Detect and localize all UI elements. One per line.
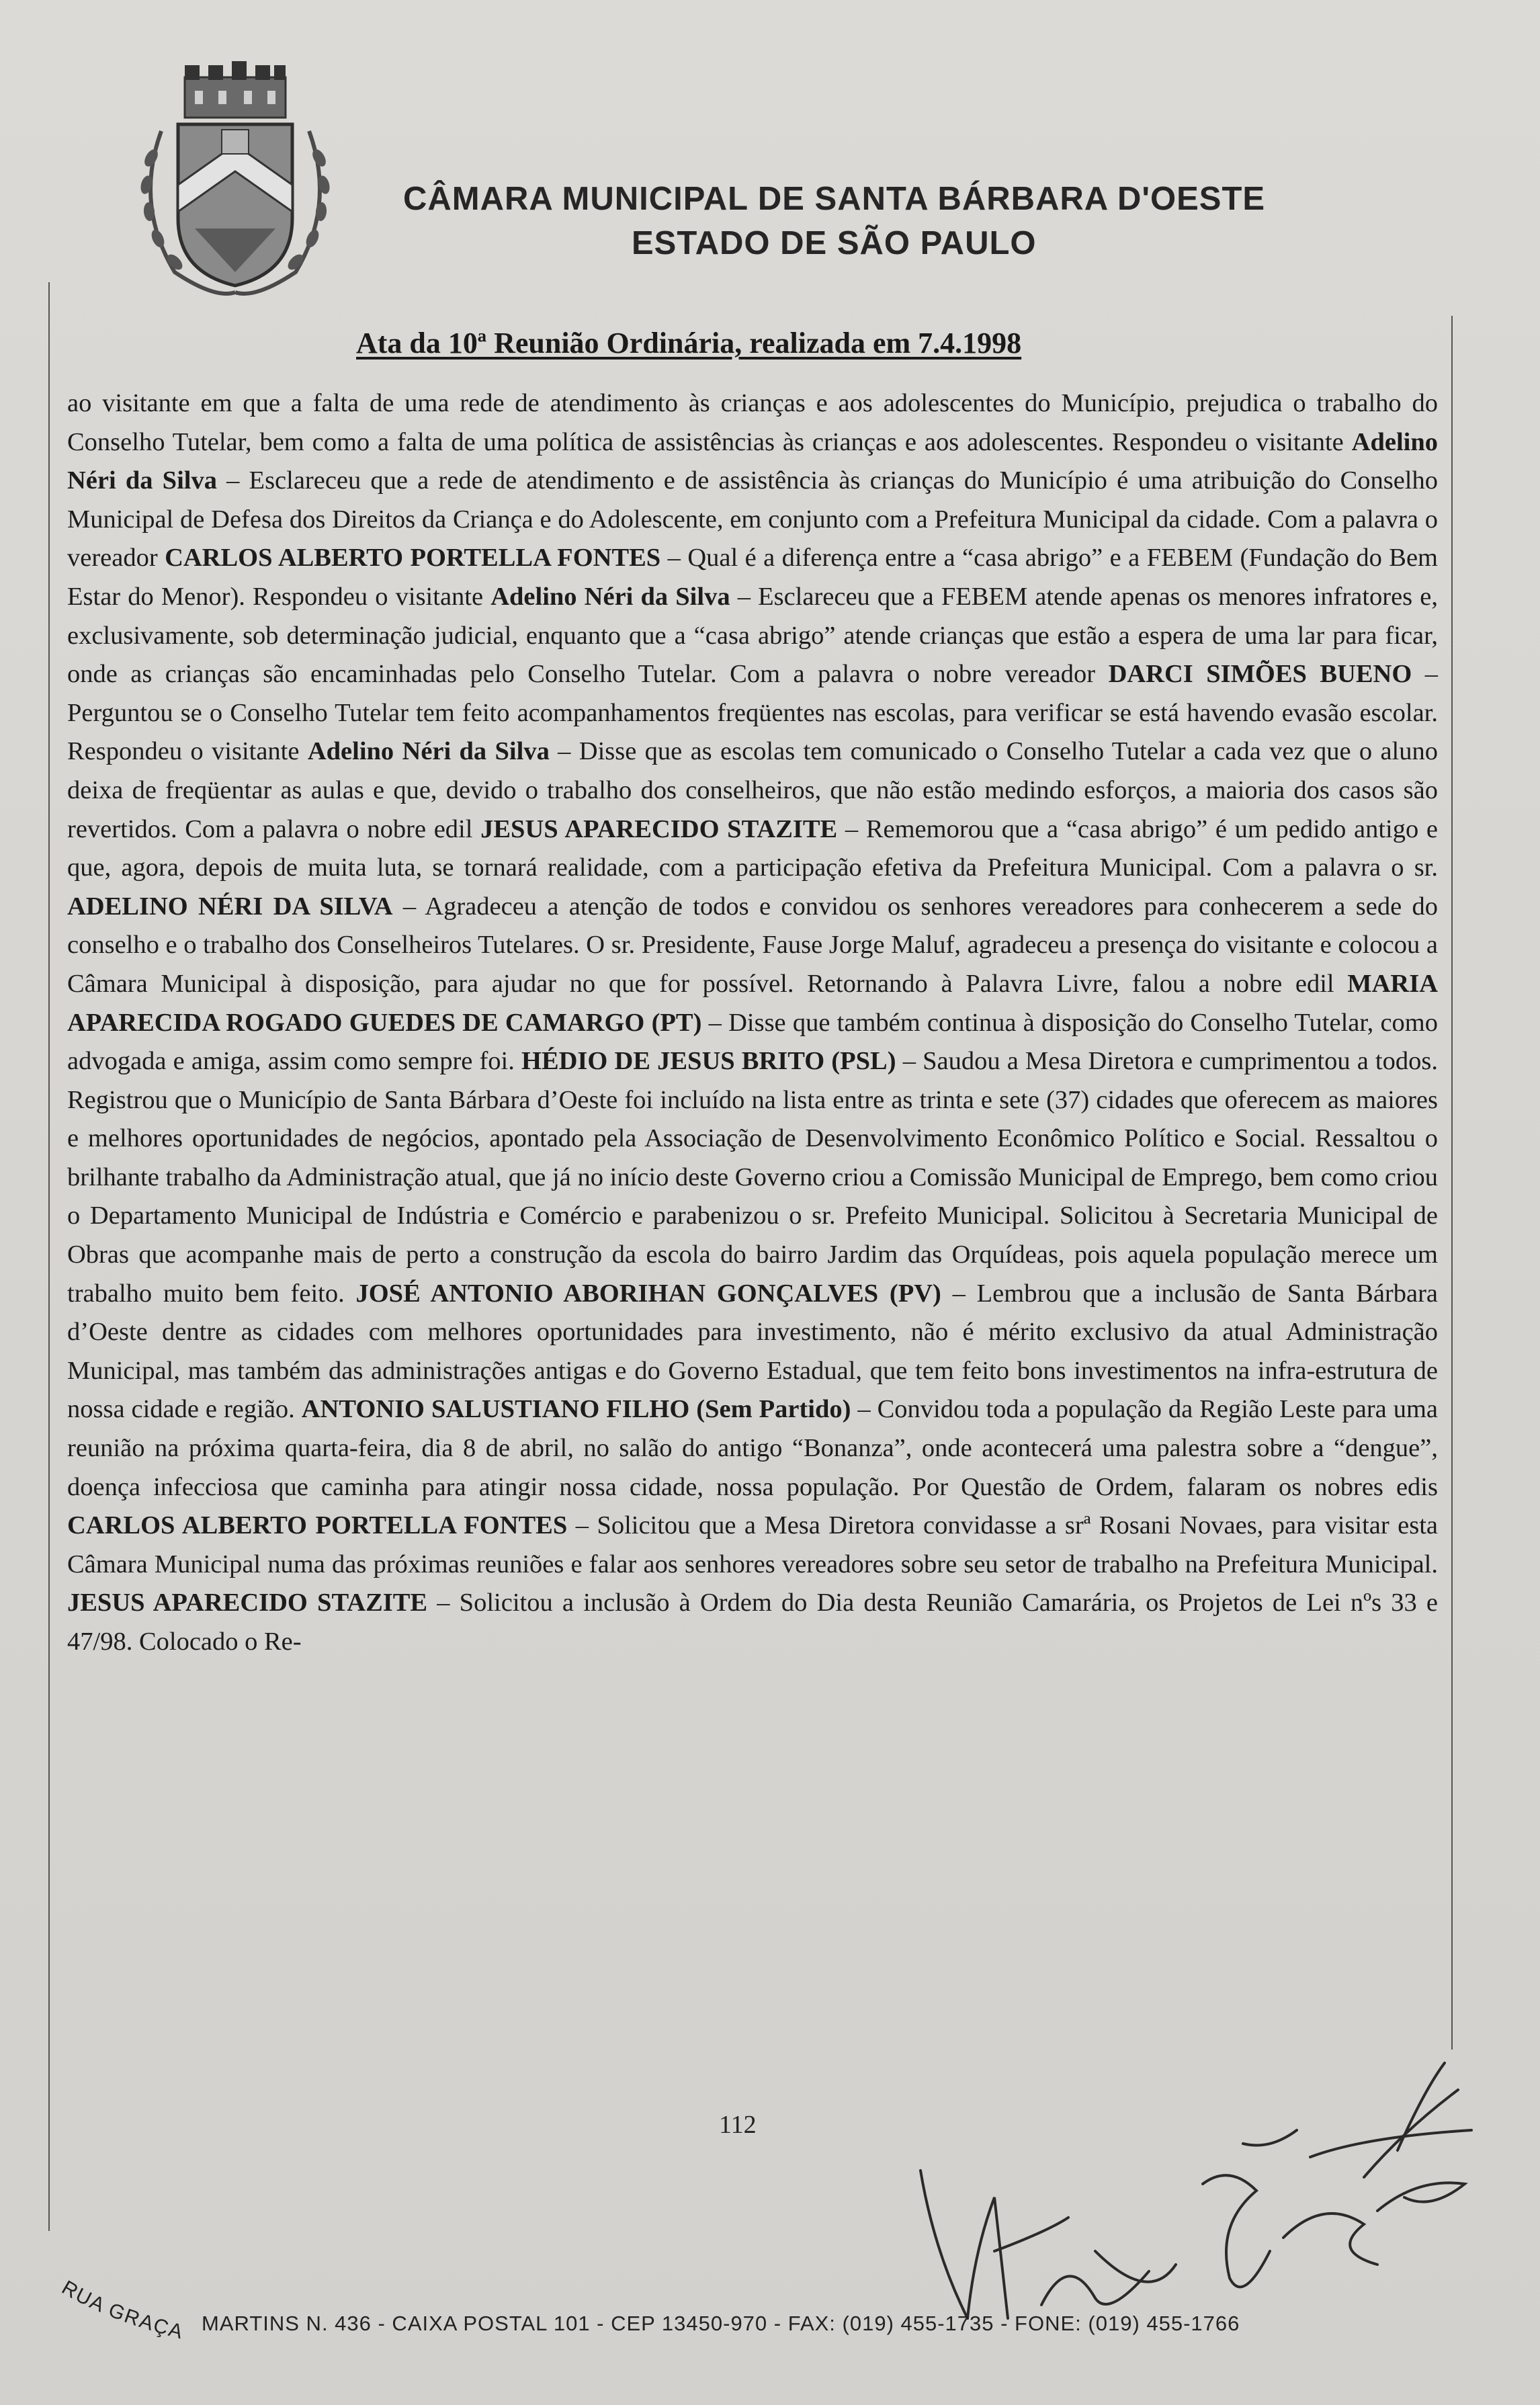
footer-street-label: RUA GRAÇA	[58, 2276, 186, 2344]
right-margin-line	[1451, 316, 1453, 2050]
speaker-name: Adelino Néri da Silva	[490, 582, 730, 611]
speaker-name: JOSÉ ANTONIO ABORIHAN GONÇALVES (PV)	[355, 1279, 941, 1308]
left-margin-line	[48, 282, 50, 2231]
speaker-name: ANTONIO SALUSTIANO FILHO (Sem Partido)	[301, 1395, 851, 1424]
footer-address: MARTINS N. 436 - CAIXA POSTAL 101 - CEP 13450-970 - FAX: (019) 455-1735 - FONE: (019) 455-1766	[202, 2312, 1240, 2335]
speaker-name: DARCI SIMÕES BUENO	[1108, 660, 1412, 689]
speaker-name: JESUS APARECIDO STAZITE	[67, 1589, 428, 1617]
speaker-name: JESUS APARECIDO STAZITE	[480, 814, 838, 843]
speaker-name: ADELINO NÉRI DA SILVA	[67, 892, 393, 921]
svg-text:RUA GRAÇA	[58, 2277, 186, 2344]
signature-scribble	[894, 2050, 1498, 2332]
speaker-name: CARLOS ALBERTO PORTELLA FONTES	[165, 544, 661, 573]
footer-address-curve	[54, 2265, 215, 2365]
speaker-name: CARLOS ALBERTO PORTELLA FONTES	[67, 1511, 568, 1540]
speaker-name: HÉDIO DE JESUS BRITO (PSL)	[521, 1047, 896, 1076]
state-name: ESTADO DE SÃO PAULO	[632, 225, 1037, 261]
minutes-title: Ata da 10ª Reunião Ordinária, realizada em 7.4.1998	[356, 327, 1022, 360]
speaker-name: Adelino Néri da Silva	[307, 737, 550, 766]
speaker-name: Adelino Néri da Silva	[67, 427, 1438, 495]
institution-name: CÂMARA MUNICIPAL DE SANTA BÁRBARA D'OESTE	[403, 181, 1266, 217]
minutes-body	[67, 384, 1438, 2132]
minutes-paragraph: ao visitante em que a falta de uma rede de atendimento às crianças e aos adolescentes do Município, prejudica o trabalho do Conselho Tutelar, bem como a falta de uma política de assistências às crianças e aos adolescentes. Respondeu o visitante Adelino Néri da Silva – Esclareceu que a rede de atendimento e de assistência às crianças do Município é uma atribuição do Conselho Municipal de Defesa dos Direitos da Criança e do Adolescente, em conjunto com a Prefeitura Municipal da cidade. Com a palavra o vereador CARLOS ALBERTO PORTELLA FONTES – Qual é a diferença entre a “casa abrigo” e a FEBEM (Fundação do Bem Estar do Menor). Respondeu o visitante Adelino Néri da Silva – Esclareceu que a FEBEM atende apenas os menores infratores e, exclusivamente, sob determinação judicial, enquanto que a “casa abrigo” atende crianças que estão a espera de uma lar para ficar, onde as crianças são encaminhadas pelo Conselho Tutelar. Com a palavra o nobre vereador DARCI SIMÕES BUENO – Perguntou se o Conselho Tutelar tem feito acompanhamentos freqüentes nas escolas, para verificar se está havendo evasão escolar. Respondeu o visitante Adelino Néri da Silva – Disse que as escolas tem comunicado o Conselho Tutelar a cada vez que o aluno deixa de freqüentar as aulas e que, devido o trabalho dos conselheiros, que não estão medindo esforços, a maioria dos casos são revertidos. Com a palavra o nobre edil JESUS APARECIDO STAZITE – Rememorou que a “casa abrigo” é um pedido antigo e que, agora, depois de muita luta, se tornará realidade, com a participação efetiva da Prefeitura Municipal. Com a palavra o sr. ADELINO NÉRI DA SILVA – Agradeceu a atenção de todos e convidou os senhores vereadores para conhecerem a sede do conselho e o trabalho dos Conselheiros Tutelares. O sr. Presidente, Fause Jorge Maluf, agradeceu a presença do visitante e colocou a Câmara Municipal à disposição, para ajudar no que for possível. Retornando à Palavra Livre, falou a nobre edil MARIA APARECIDA ROGADO GUEDES DE CAMARGO (PT) – Disse que também continua à disposição do Conselho Tutelar, como advogada e amiga, assim como sempre foi. HÉDIO DE JESUS BRITO (PSL) – Saudou a Mesa Diretora e cumprimentou a todos. Registrou que o Município de Santa Bárbara d’Oeste foi incluído na lista entre as trinta e sete (37) cidades que oferecem as maiores e melhores oportunidades de negócios, apontado pela Associação de Desenvolvimento Econômico Político e Social. Ressaltou o brilhante trabalho da Administração atual, que já no início deste Governo criou a Comissão Municipal de Emprego, bem como criou o Departamento Municipal de Indústria e Comércio e parabenizou o sr. Prefeito Municipal. Solicitou à Secretaria Municipal de Obras que acompanhe mais de perto a construção da escola do bairro Jardim das Orquídeas, pois aquela população merece um trabalho muito bem feito. JOSÉ ANTONIO ABORIHAN GONÇALVES (PV) – Lembrou que a inclusão de Santa Bárbara d’Oeste dentre as cidades com melhores oportunidades para investimento, não é mérito exclusivo da atual Administração Municipal, mas também das administrações antigas e do Governo Estadual, que tem feito bons investimentos na infra-estrutura de nossa cidade e região. ANTONIO SALUSTIANO FILHO (Sem Partido) – Convidou toda a população da Região Leste para uma reunião na próxima quarta-feira, dia 8 de abril, no salão do antigo “Bonanza”, onde acontecerá uma palestra sobre a “dengue”, doença infecciosa que caminha para atingir nossa cidade, nossa população. Por Questão de Ordem, falaram os nobres edis CARLOS ALBERTO PORTELLA FONTES – Solicitou que a Mesa Diretora convidasse a srª Rosani Novaes, para visitar esta Câmara Municipal numa das próximas reuniões e falar aos senhores vereadores sobre seu setor de trabalho na Prefeitura Municipal. JESUS APARECIDO STAZITE – Solicitou a inclusão à Ordem do Dia desta Reunião Camarária, os Projetos de Lei nºs 33 e 47/98. Colocado o Re-	[67, 389, 1439, 1656]
municipal-coat-of-arms-icon	[121, 50, 349, 306]
speaker-name: MARIA APARECIDA ROGADO GUEDES DE CAMARGO (PT)	[67, 969, 1438, 1037]
page-number: 112	[719, 2111, 757, 2139]
